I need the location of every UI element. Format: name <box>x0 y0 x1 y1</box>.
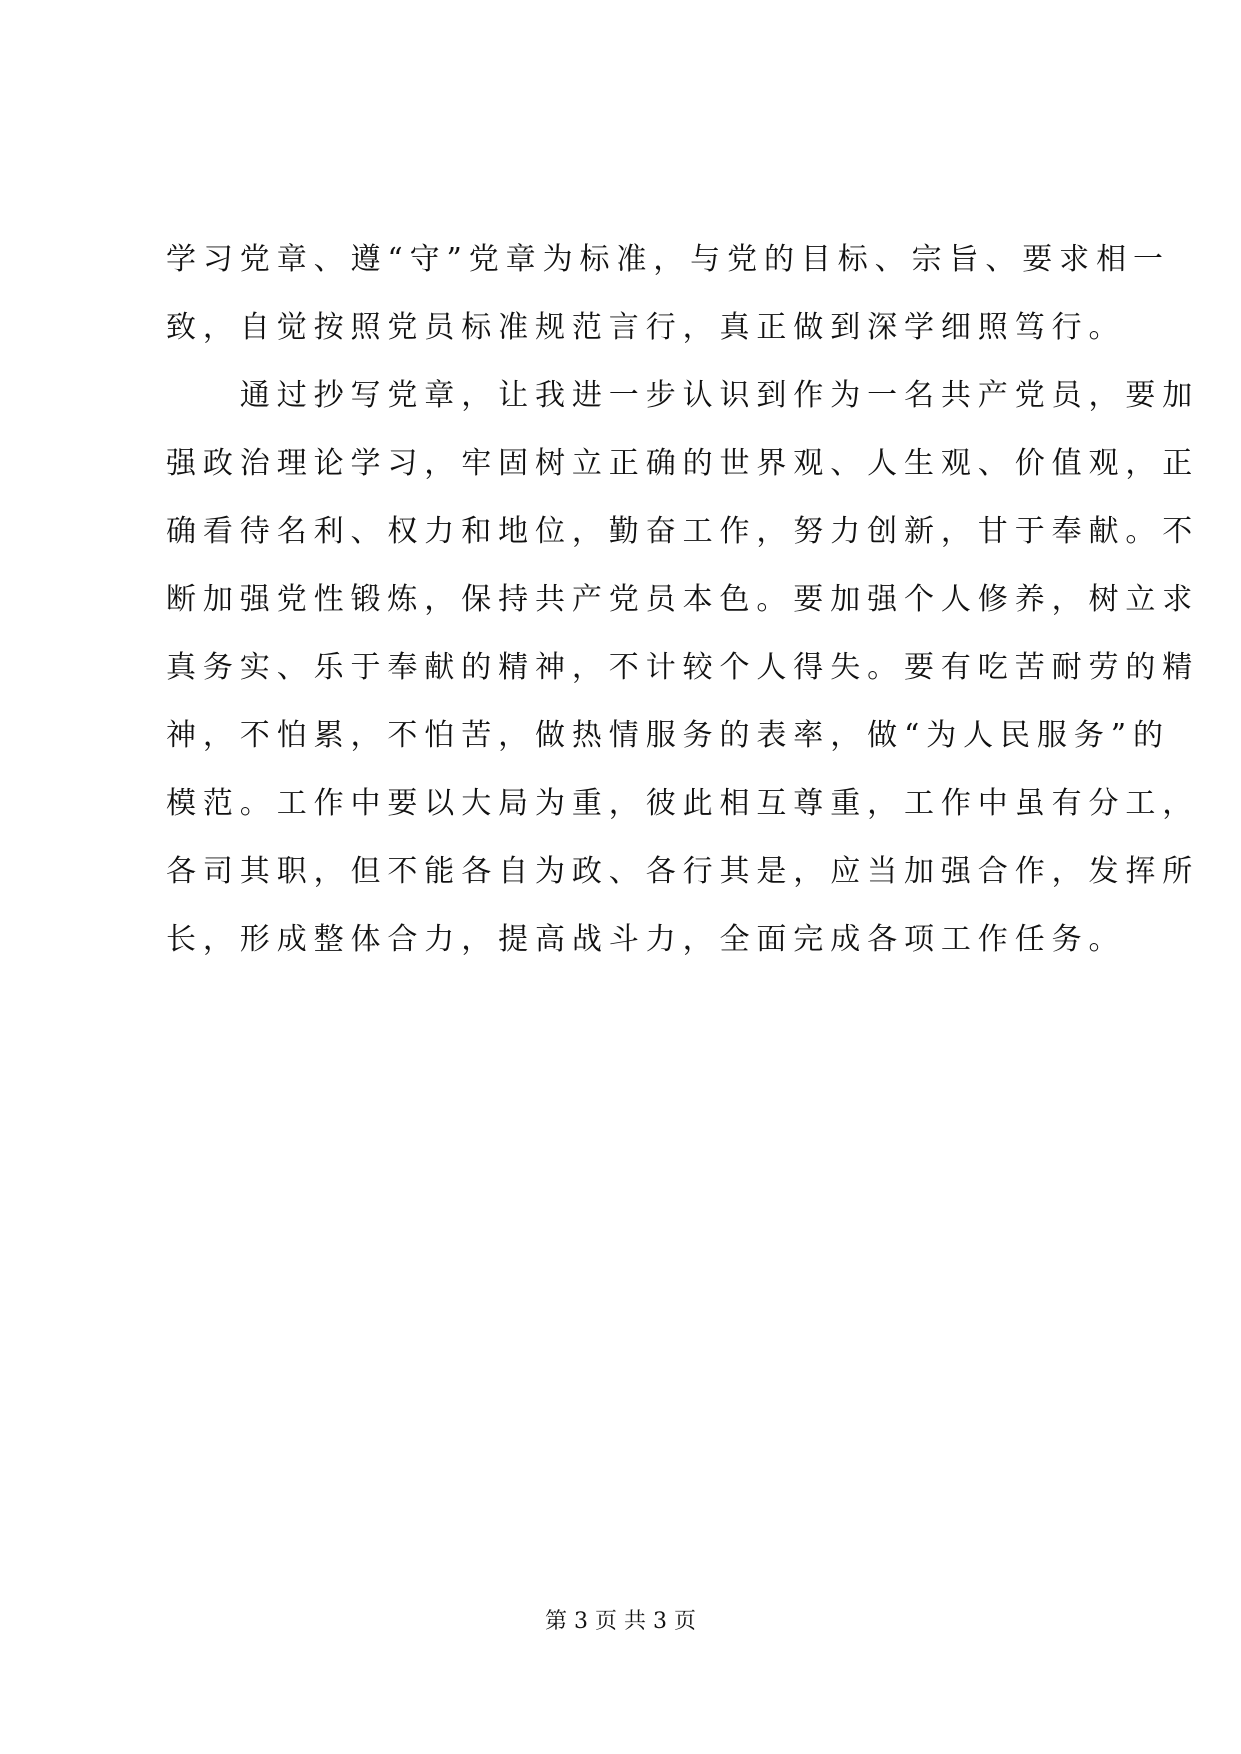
text-line: 致，自觉按照党员标准规范言行，真正做到深学细照笃行。 <box>166 310 1126 345</box>
text-line: 长，形成整体合力，提高战斗力，全面完成各项工作任务。 <box>166 922 1126 957</box>
text-line: 模范。工作中要以大局为重，彼此相互尊重，工作中虽有分工， <box>166 786 1200 821</box>
text-line: 通过抄写党章，让我进一步认识到作为一名共产党员，要加 <box>166 378 1200 413</box>
text-line: 神，不怕累，不怕苦，做热情服务的表率，做“为人民服务”的 <box>166 718 1170 753</box>
body-text <box>166 226 1200 974</box>
text-line: 断加强党性锻炼，保持共产党员本色。要加强个人修养，树立求 <box>166 582 1200 617</box>
text-line: 强政治理论学习，牢固树立正确的世界观、人生观、价值观，正 <box>166 446 1200 481</box>
text-line: 学习党章、遵“守”党章为标准，与党的目标、宗旨、要求相一 <box>166 242 1170 277</box>
text-line: 各司其职，但不能各自为政、各行其是，应当加强合作，发挥所 <box>166 854 1200 889</box>
page-number: 第 3 页 共 3 页 <box>545 1609 696 1634</box>
text-line: 确看待名利、权力和地位，勤奋工作，努力创新，甘于奉献。不 <box>166 514 1200 549</box>
text-line: 真务实、乐于奉献的精神，不计较个人得失。要有吃苦耐劳的精 <box>166 650 1200 685</box>
page-footer <box>0 1607 1241 1637</box>
